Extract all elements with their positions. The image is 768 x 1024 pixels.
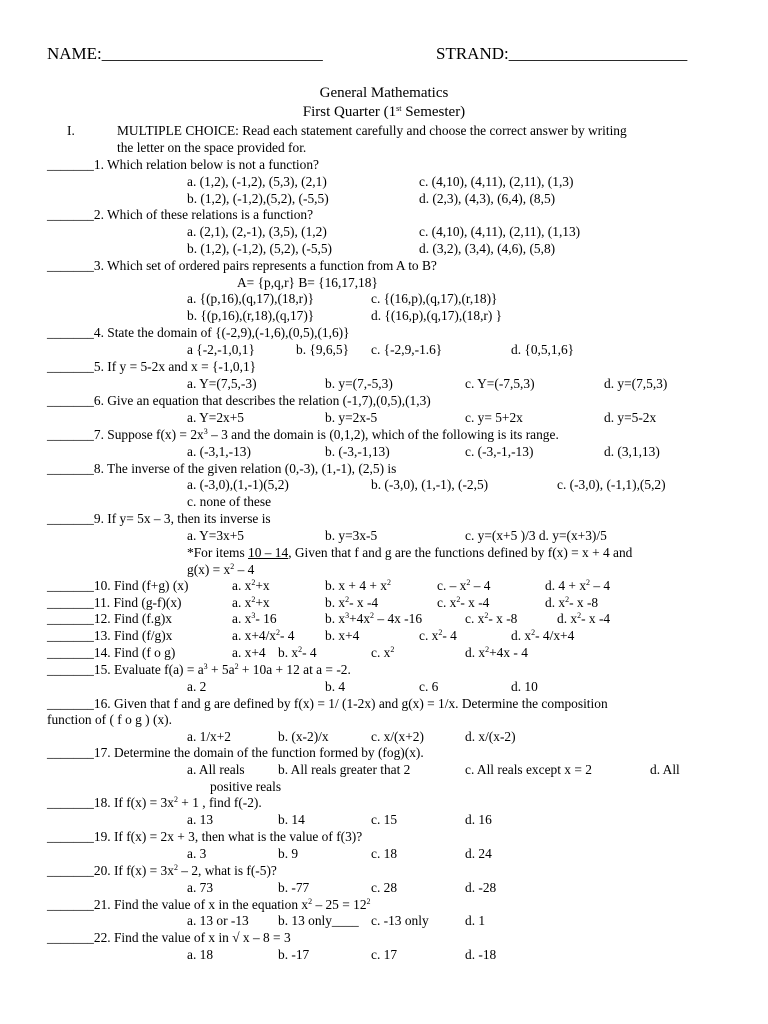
q12-a-exponent: 3 [251, 611, 256, 620]
q11-d-text: d. x [545, 595, 566, 610]
strand-label: STRAND: [436, 44, 509, 63]
q12-d-exponent: 2 [577, 611, 582, 620]
q17-option-c: c. All reals except x = 2 [465, 762, 592, 777]
question-20 [47, 863, 277, 879]
q21-option-c: c. -13 only [371, 913, 429, 928]
question-18-stem-end: + 1 , find f(-2). [177, 795, 262, 810]
answer-blank: _______ [47, 930, 94, 945]
q19-option-c: c. 18 [371, 846, 398, 861]
answer-blank: _______ [47, 795, 94, 810]
q19-option-a: a. 3 [187, 846, 207, 861]
question-3-stem: 3. Which set of ordered pairs represents a function from A to B? [93, 258, 437, 273]
q10-option-c [437, 578, 490, 594]
q10-d-text: d. 4 + x [545, 578, 587, 593]
q12-option-b [325, 611, 422, 627]
q19-option-d: d. 24 [465, 846, 492, 861]
q10-a-exponent: 2 [251, 578, 256, 587]
q11-option-a [232, 595, 270, 611]
strand-field [436, 44, 687, 64]
q11-b-exponent: 2 [345, 595, 350, 604]
q12-d-text: d. x [557, 611, 578, 626]
q7-option-a: a. (-3,1,-13) [187, 444, 251, 459]
q7-option-b: b. (-3,-1,13) [325, 444, 390, 459]
question-2 [47, 207, 313, 223]
q15-exponent-2: 2 [234, 662, 239, 671]
question-15-stem-end: + 10a + 12 at a = -2. [238, 662, 351, 677]
question-4-stem: 4. State the domain of {(-2,9),(-1,6),(0,5),(1,6)} [93, 325, 350, 340]
instruction-line-2: the letter on the space provided for. [117, 140, 307, 155]
answer-blank: _______ [47, 696, 94, 711]
q19-option-b: b. 9 [278, 846, 299, 861]
q12-b-text-mid: +4x [349, 611, 371, 626]
q10-d-exponent: 2 [586, 578, 591, 587]
question-9 [47, 511, 271, 527]
answer-blank: _______ [47, 578, 94, 593]
q8-option-b: b. (-3,0), (1,-1), (-2,5) [371, 477, 489, 492]
q11-a-exponent: 2 [251, 595, 256, 604]
q12-option-a [232, 611, 277, 627]
q11-d-text-end: - x -8 [569, 595, 599, 610]
q12-option-c [465, 611, 517, 627]
q18-option-b: b. 14 [278, 812, 305, 827]
q14-d-text-end: +4x - 4 [489, 645, 528, 660]
quarter-text-end: Semester) [401, 104, 466, 120]
question-6-stem: 6. Give an equation that describes the relation (-1,7),(0,5),(1,3) [93, 393, 431, 408]
question-9-stem: 9. If y= 5x – 3, then its inverse is [93, 511, 271, 526]
section-numeral: I. [67, 123, 75, 138]
q18-option-a: a. 13 [187, 812, 214, 827]
answer-blank: _______ [47, 662, 94, 677]
q14-d-exponent: 2 [485, 645, 490, 654]
q11-c-text: c. x [437, 595, 457, 610]
q11-c-text-end: - x -4 [460, 595, 490, 610]
q4-option-a: a {-2,-1,0,1} [187, 342, 255, 357]
question-20-stem: 20. If f(x) = 3x [93, 863, 174, 878]
instruction-line-1: MULTIPLE CHOICE: Read each statement carefully and choose the correct answer by writing [117, 123, 627, 138]
q16-option-a: a. 1/x+2 [187, 729, 231, 744]
q10-d-text-end: – 4 [590, 578, 611, 593]
answer-blank: _______ [47, 863, 94, 878]
q12-c-text: c. x [465, 611, 485, 626]
q3-sets: A= {p,q,r} B= {16,17,18} [237, 275, 378, 290]
q11-option-d [545, 595, 598, 611]
question-10 [47, 578, 188, 594]
q13-c-text: c. x [419, 628, 439, 643]
question-7-stem-end: – 3 and the domain is (0,1,2), which of the following is its range. [207, 427, 559, 442]
question-12-stem: 12. Find (f.g)x [93, 611, 172, 626]
question-1-stem: 1. Which relation below is not a function? [93, 157, 319, 172]
q17-option-b: b. All reals greater that 2 [278, 762, 411, 777]
question-14 [47, 645, 175, 661]
q9-option-b: b. y=3x-5 [325, 528, 378, 543]
question-15-stem: 15. Evaluate f(a) = a [93, 662, 204, 677]
q1-option-b: b. (1,2), (-1,2),(5,2), (-5,5) [187, 191, 329, 206]
q15-option-c: c. 6 [419, 679, 439, 694]
note-g-text-end: – 4 [234, 562, 255, 577]
note-g-definition [187, 562, 254, 578]
q4-option-c: c. {-2,9,-1.6} [371, 342, 443, 357]
q5-option-b: b. y=(7,-5,3) [325, 376, 393, 391]
q12-d-text-end: - x -4 [581, 611, 611, 626]
q7-option-d: d. (3,1,13) [604, 444, 660, 459]
q8-option-c-none: c. none of these [187, 494, 272, 509]
q13-c-text-end: - 4 [442, 628, 457, 643]
question-8-stem: 8. The inverse of the given relation (0,-3), (1,-1), (2,5) is [93, 461, 397, 476]
question-4 [47, 325, 350, 341]
q12-b-exponent-2: 2 [370, 611, 375, 620]
q15-option-d: d. 10 [511, 679, 538, 694]
strand-blank: _____________________ [508, 44, 688, 63]
q20-exponent: 2 [173, 863, 178, 872]
q10-c-text: c. – x [437, 578, 467, 593]
answer-blank: _______ [47, 611, 94, 626]
answer-blank: _______ [47, 829, 94, 844]
answer-blank: _______ [47, 427, 94, 442]
q20-option-a: a. 73 [187, 880, 214, 895]
q17-option-d: d. All [650, 762, 680, 777]
q22-option-d: d. -18 [465, 947, 497, 962]
q16-option-d: d. x/(x-2) [465, 729, 516, 744]
q14-b-exponent: 2 [298, 645, 303, 654]
question-5-stem: 5. If y = 5-2x and x = {-1,0,1} [93, 359, 257, 374]
question-3 [47, 258, 437, 274]
q14-option-a: a. x+4 [232, 645, 266, 660]
question-19 [47, 829, 362, 845]
q4-option-d: d. {0,5,1,6} [511, 342, 575, 357]
q10-c-exponent: 2 [466, 578, 471, 587]
q18-option-d: d. 16 [465, 812, 492, 827]
answer-blank: _______ [47, 258, 94, 273]
q12-a-text: a. x [232, 611, 252, 626]
question-12 [47, 611, 172, 627]
q11-c-exponent: 2 [456, 595, 461, 604]
answer-blank: _______ [47, 393, 94, 408]
subject-title: General Mathematics [319, 85, 449, 101]
q1-option-d: d. (2,3), (4,3), (6,4), (8,5) [419, 191, 556, 206]
answer-blank: _______ [47, 359, 94, 374]
note-g-text: g(x) = x [187, 562, 231, 577]
q13-option-d [511, 628, 574, 644]
q2-option-d: d. (3,2), (3,4), (4,6), (5,8) [419, 241, 556, 256]
q22-option-b: b. -17 [278, 947, 310, 962]
q9-option-cd: c. y=(x+5 )/3 d. y=(x+3)/5 [465, 528, 607, 543]
q10-b-exponent: 2 [386, 578, 391, 587]
answer-blank: _______ [47, 325, 94, 340]
question-22 [47, 930, 291, 946]
question-16-stem-2: function of ( f o g ) (x). [47, 712, 172, 727]
q14-d-text: d. x [465, 645, 486, 660]
question-1 [47, 157, 319, 173]
q1-option-a: a. (1,2), (-1,2), (5,3), (2,1) [187, 174, 327, 189]
q13-d-text: d. x [511, 628, 532, 643]
q14-b-text-end: - 4 [302, 645, 317, 660]
question-15 [47, 662, 351, 678]
q14-option-d [465, 645, 528, 661]
q3-option-c: c. {(16,p),(q,17),(r,18)} [371, 291, 498, 306]
q14-c-exponent: 2 [390, 645, 395, 654]
answer-blank: _______ [47, 207, 94, 222]
note-text: *For items [187, 545, 249, 560]
q13-c-exponent: 2 [438, 628, 443, 637]
answer-blank: _______ [47, 157, 94, 172]
q18-option-c: c. 15 [371, 812, 398, 827]
q12-option-d [557, 611, 610, 627]
q12-b-text-end: – 4x -16 [374, 611, 423, 626]
question-21-stem-mid: – 25 = 12 [312, 897, 367, 912]
q11-option-c [437, 595, 489, 611]
q8-option-a: a. (-3,0),(1,-1)(5,2) [187, 477, 289, 492]
q11-d-exponent: 2 [565, 595, 570, 604]
q15-option-a: a. 2 [187, 679, 207, 694]
q15-exponent-1: 3 [203, 662, 208, 671]
q11-a-text-end: +x [255, 595, 270, 610]
question-18 [47, 795, 262, 811]
q11-b-text: b. x [325, 595, 346, 610]
q21-exponent-2: 2 [366, 897, 371, 906]
question-18-stem: 18. If f(x) = 3x [93, 795, 174, 810]
q12-a-text-end: - 16 [255, 611, 277, 626]
q1-option-c: c. (4,10), (4,11), (2,11), (1,3) [419, 174, 574, 189]
q10-option-d [545, 578, 610, 594]
q2-option-c: c. (4,10), (4,11), (2,11), (1,13) [419, 224, 581, 239]
q13-a-exponent: 2 [276, 628, 280, 637]
q16-option-c: c. x/(x+2) [371, 729, 424, 744]
quarter-sup: st [396, 104, 402, 113]
q6-option-c: c. y= 5+2x [465, 410, 523, 425]
q10-a-text: a. x [232, 578, 252, 593]
q7-exponent: 3 [203, 427, 208, 436]
items-note [187, 545, 632, 561]
question-6 [47, 393, 431, 409]
q13-a-text-end: - 4 [280, 628, 295, 643]
answer-blank: _______ [47, 461, 94, 476]
question-2-stem: 2. Which of these relations is a function? [93, 207, 314, 222]
question-17-stem: 17. Determine the domain of the function formed by (fog)(x). [93, 745, 424, 760]
q5-option-c: c. Y=(-7,5,3) [465, 376, 535, 391]
q13-option-a [232, 628, 295, 644]
q3-option-b: b. {(p,16),(r,18),(q,17)} [187, 308, 315, 323]
question-11-stem: 11. Find (g-f)(x) [93, 595, 182, 610]
q21-exponent-1: 2 [308, 897, 313, 906]
q6-option-b: b. y=2x-5 [325, 410, 378, 425]
q9-option-a: a. Y=3x+5 [187, 528, 245, 543]
q4-option-b: b. {9,6,5} [296, 342, 350, 357]
question-22-stem: 22. Find the value of x in √ x – 8 = 3 [93, 930, 291, 945]
answer-blank: _______ [47, 745, 94, 760]
quarter-text: First Quarter (1 [302, 104, 397, 120]
question-21 [47, 897, 371, 913]
q13-d-text-end: - 4/x+4 [535, 628, 575, 643]
answer-blank: _______ [47, 511, 94, 526]
q6-option-a: a. Y=2x+5 [187, 410, 245, 425]
question-14-stem: 14. Find (f o g) [93, 645, 176, 660]
q12-b-exponent: 3 [345, 611, 350, 620]
q21-option-a: a. 13 or -13 [187, 913, 249, 928]
q11-option-b [325, 595, 378, 611]
name-blank: __________________________ [101, 44, 323, 63]
question-10-stem: 10. Find (f+g) (x) [93, 578, 189, 593]
question-19-stem: 19. If f(x) = 2x + 3, then what is the value of f(3)? [93, 829, 363, 844]
q11-a-text: a. x [232, 595, 252, 610]
note-text-end: , Given that f and g are the functions defined by f(x) = x + 4 and [288, 545, 633, 560]
question-16 [47, 696, 608, 712]
q13-option-c [419, 628, 457, 644]
question-13-stem: 13. Find (f/g)x [93, 628, 173, 643]
answer-blank: _______ [47, 897, 94, 912]
name-label: NAME: [47, 44, 102, 63]
q16-option-b: b. (x-2)/x [278, 729, 329, 744]
q10-c-text-end: – 4 [470, 578, 491, 593]
q7-option-c: c. (-3,-1,-13) [465, 444, 534, 459]
q10-b-text: b. x + 4 + x [325, 578, 387, 593]
q11-b-text-end: - x -4 [349, 595, 379, 610]
q15-option-b: b. 4 [325, 679, 346, 694]
note-range: 10 – 14 [248, 545, 289, 560]
q14-c-text: c. x [371, 645, 391, 660]
answer-blank: _______ [47, 628, 94, 643]
question-16-stem: 16. Given that f and g are defined by f(x) = 1/ (1-2x) and g(x) = 1/x. Determine the composition [93, 696, 608, 711]
q5-option-d: d. y=(7,5,3) [604, 376, 668, 391]
q12-c-exponent: 2 [484, 611, 489, 620]
question-7 [47, 427, 559, 443]
question-20-stem-end: – 2, what is f(-5)? [177, 863, 277, 878]
q12-b-text: b. x [325, 611, 346, 626]
answer-blank: _______ [47, 595, 94, 610]
q12-c-text-end: - x -8 [488, 611, 518, 626]
q5-option-a: a. Y=(7,5,-3) [187, 376, 257, 391]
q10-option-a [232, 578, 270, 594]
question-7-stem: 7. Suppose f(x) = 2x [93, 427, 204, 442]
name-field [47, 44, 323, 64]
question-8 [47, 461, 396, 477]
q3-option-d: d. {(16,p),(q,17),(18,r) } [371, 308, 503, 323]
q13-option-b: b. x+4 [325, 628, 360, 643]
q14-b-text: b. x [278, 645, 299, 660]
q22-option-c: c. 17 [371, 947, 398, 962]
q13-a-text: a. x+4/x [232, 628, 276, 643]
q18-exponent: 2 [173, 795, 178, 804]
q20-option-d: d. -28 [465, 880, 497, 895]
q14-option-b [278, 645, 317, 661]
question-17 [47, 745, 424, 761]
q17-option-d-cont: positive reals [210, 779, 282, 794]
answer-blank: _______ [47, 645, 94, 660]
q10-a-text-end: +x [255, 578, 270, 593]
q2-option-b: b. (1,2), (-1,2), (5,2), (-5,5) [187, 241, 333, 256]
note-g-exponent: 2 [230, 562, 235, 571]
question-13 [47, 628, 172, 644]
q20-option-b: b. -77 [278, 880, 310, 895]
q22-option-a: a. 18 [187, 947, 214, 962]
q10-option-b [325, 578, 391, 594]
q20-option-c: c. 28 [371, 880, 398, 895]
q6-option-d: d. y=5-2x [604, 410, 657, 425]
q14-option-c [371, 645, 394, 661]
q8-option-c: c. (-3,0), (-1,1),(5,2) [557, 477, 666, 492]
question-5 [47, 359, 256, 375]
q21-option-b: b. 13 only____ [278, 913, 359, 928]
q21-option-d: d. 1 [465, 913, 486, 928]
q13-d-exponent: 2 [531, 628, 536, 637]
q3-option-a: a. {(p,16),(q,17),(18,r)} [187, 291, 315, 306]
q2-option-a: a. (2,1), (2,-1), (3,5), (1,2) [187, 224, 327, 239]
question-21-stem: 21. Find the value of x in the equation x [93, 897, 309, 912]
question-11 [47, 595, 182, 611]
q17-option-a: a. All reals [187, 762, 245, 777]
quarter-title [0, 103, 768, 121]
question-15-stem-mid: + 5a [207, 662, 235, 677]
